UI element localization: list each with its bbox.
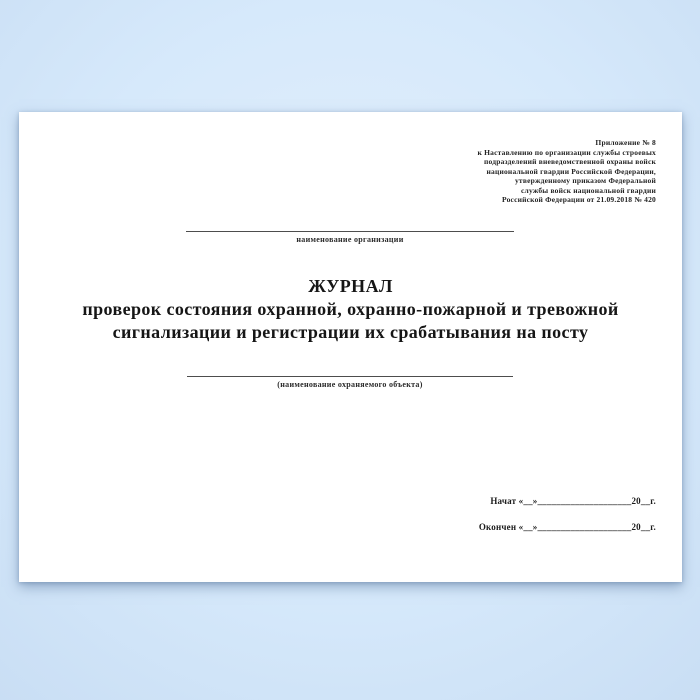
protected-object-field bbox=[187, 376, 513, 389]
journal-title bbox=[19, 275, 682, 344]
journal-title-line: сигнализации и регистрации их срабатывания на посту bbox=[112, 322, 589, 342]
appendix-line: национальной гвардии Российской Федерации, bbox=[486, 166, 656, 176]
protected-object-caption: (наименование охраняемого объекта) bbox=[277, 380, 423, 389]
organization-name-field bbox=[186, 231, 514, 244]
journal-title-line: проверок состояния охранной, охранно-пожарной и тревожной bbox=[82, 299, 619, 319]
organization-name-blank-line bbox=[186, 231, 514, 232]
organization-name-caption: наименование организации bbox=[296, 235, 404, 244]
appendix-line: Российской Федерации от 21.09.2018 № 420 bbox=[502, 195, 656, 204]
appendix-line: к Наставлению по организации службы строевых bbox=[477, 147, 656, 157]
appendix-line: службы войск национальной гвардии bbox=[521, 185, 656, 195]
appendix-line: утвержденному приказом Федеральной bbox=[514, 176, 656, 185]
protected-object-blank-line bbox=[187, 376, 513, 377]
journal-cover-page bbox=[19, 112, 682, 582]
appendix-reference bbox=[478, 138, 656, 205]
date-started-line: Начат «__»____________________20__г. bbox=[490, 496, 656, 506]
journal-title-word: ЖУРНАЛ bbox=[308, 276, 393, 296]
appendix-line: Приложение № 8 bbox=[595, 138, 656, 147]
date-finished-line: Окончен «__»____________________20__г. bbox=[478, 522, 656, 532]
appendix-line: подразделений вневедомственной охраны войск bbox=[483, 157, 656, 166]
